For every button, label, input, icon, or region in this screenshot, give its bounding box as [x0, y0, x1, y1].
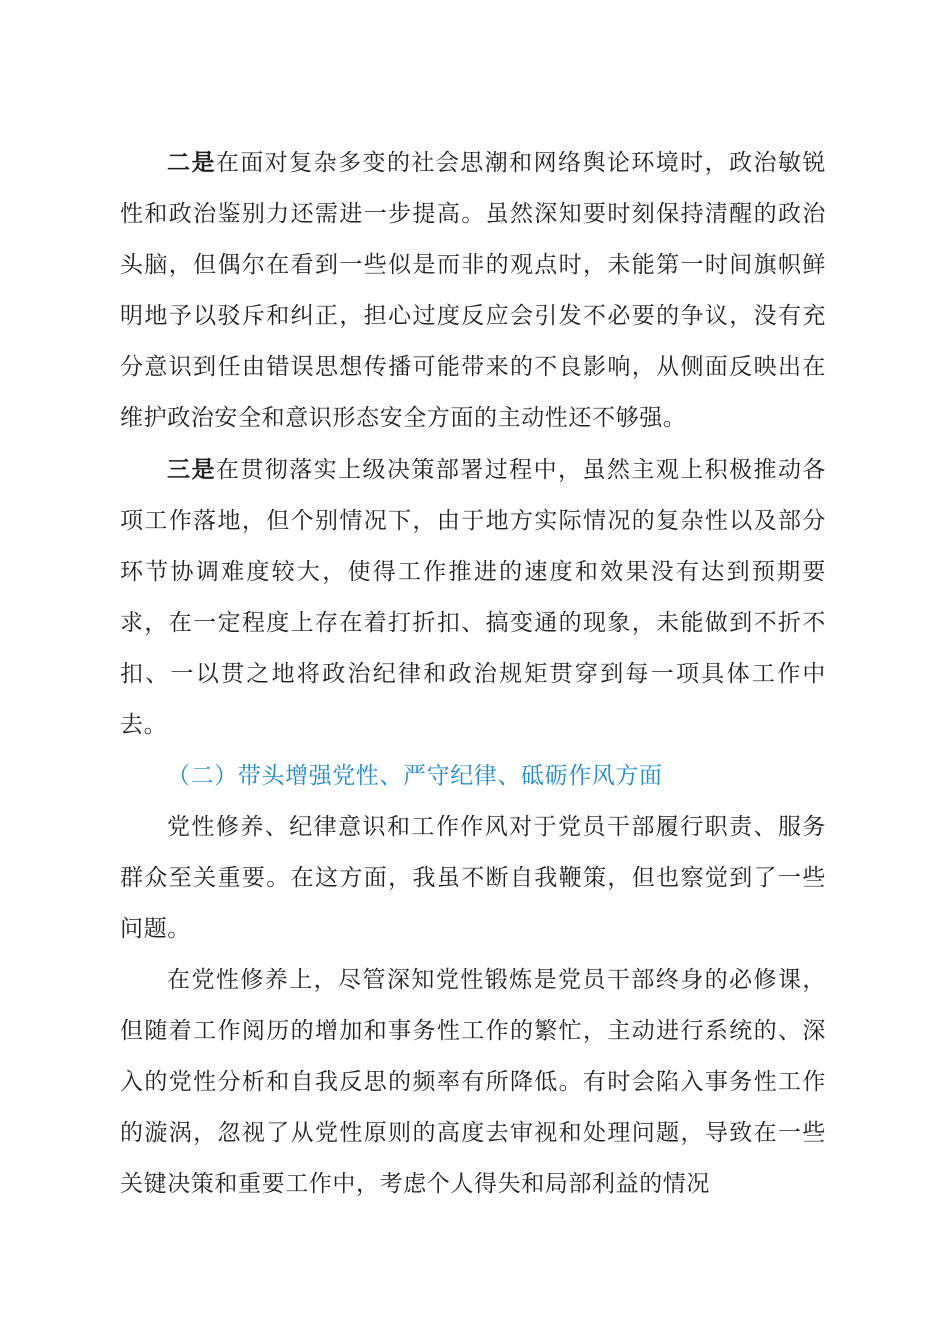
- paragraph-text: 在贯彻落实上级决策部署过程中，虽然主观上积极推动各项工作落地，但个别情况下，由于地方实际情况的复杂性以及部分环节协调难度较大，使得工作推进的速度和效果没有达到预期要求，在一定程度上存在着打折扣、搞变通的现象，未能做到不折不扣、一以贯之地将政治纪律和政治规矩贯穿到每一项具体工作中去。: [120, 457, 827, 738]
- paragraph-lead: 二是: [167, 149, 216, 176]
- paragraph-point-three: [120, 444, 826, 751]
- paragraph-text: 在面对复杂多变的社会思潮和网络舆论环境时，政治敏锐性和政治鉴别力还需进一步提高。虽然深知要时刻保持清醒的政治头脑，但偶尔在看到一些似是而非的观点时，未能第一时间旗帜鲜明地予以驳斥和纠正，担心过度反应会引发不必要的争议，没有充分意识到任由错误思想传播可能带来的不良影响，从侧面反映出在维护政治安全和意识形态安全方面的主动性还不够强。: [120, 150, 827, 431]
- section-heading: （二）带头增强党性、严守纪律、砥砺作风方面: [167, 763, 663, 789]
- paragraph-lead: 三是: [167, 456, 216, 483]
- paragraph-intro: 党性修养、纪律意识和工作作风对于党员干部履行职责、服务群众至关重要。在这方面，我虽不断自我鞭策，但也察觉到了一些问题。: [120, 814, 826, 942]
- document-body: [120, 137, 826, 1210]
- paragraph-point-two: [120, 137, 826, 444]
- paragraph-party-spirit: 在党性修养上，尽管深知党性锻炼是党员干部终身的必修课，但随着工作阅历的增加和事务性工作的繁忙，主动进行系统的、深入的党性分析和自我反思的频率有所降低。有时会陷入事务性工作的漩涡，忽视了从党性原则的高度去审视和处理问题，导致在一些关键决策和重要工作中，考虑个人得失和局部利益的情况: [120, 967, 826, 1197]
